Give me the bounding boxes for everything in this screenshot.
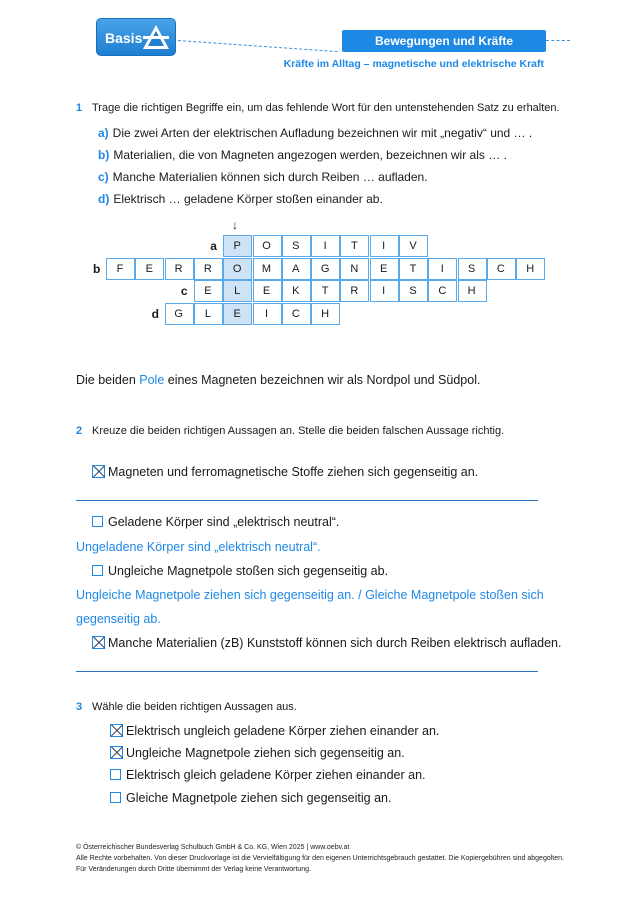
triangle-logo-icon xyxy=(141,22,171,52)
crossword-cell[interactable]: E xyxy=(223,303,252,325)
crossword-cell[interactable]: I xyxy=(428,258,457,280)
crossword-cell[interactable]: S xyxy=(282,235,311,257)
question-3-number: 3 xyxy=(76,701,83,713)
checked-checkbox-icon[interactable] xyxy=(92,636,105,649)
crossword-cell[interactable]: K xyxy=(282,280,311,302)
question-1-item-c: c) Manche Materialien können sich durch Reiben … aufladen. xyxy=(98,170,428,184)
answer-line-1 xyxy=(76,500,538,501)
crossword-cell[interactable]: F xyxy=(106,258,135,280)
solution-column-arrow-icon: ↓ xyxy=(232,218,238,232)
crossword-row-label: b xyxy=(93,261,101,276)
question-3-prompt: Wähle die beiden richtigen Aussagen aus. xyxy=(92,701,297,713)
crossword-cell[interactable]: V xyxy=(399,235,428,257)
crossword-cell[interactable]: H xyxy=(458,280,487,302)
answer-line-2 xyxy=(76,671,538,672)
checked-checkbox-icon[interactable] xyxy=(92,465,105,478)
header-tab-title: Bewegungen und Kräfte xyxy=(342,30,546,52)
crossword-row-label: c xyxy=(180,284,188,299)
footer-line-1: © Österreichischer Bundesverlag Schulbuch GmbH & Co. KG, Wien 2025 | www.oebv.at xyxy=(76,844,350,851)
crossword-cell[interactable]: E xyxy=(194,280,223,302)
crossword-cell[interactable]: T xyxy=(311,280,340,302)
logo-text: Basis xyxy=(105,30,143,46)
correction-3-line-1: Ungleiche Magnetpole ziehen sich gegenseitig an. / Gleiche Magnetpole stoßen sich xyxy=(76,588,544,602)
crossword-cell[interactable]: H xyxy=(516,258,545,280)
checkbox-icon[interactable] xyxy=(92,565,103,576)
statement-1: Magneten und ferromagnetische Stoffe ziehen sich gegenseitig an. xyxy=(92,465,478,479)
statement-3: Ungleiche Magnetpole stoßen sich gegenseitig ab. xyxy=(92,564,388,578)
crossword-cell[interactable]: G xyxy=(311,258,340,280)
correction-2: Ungeladene Körper sind „elektrisch neutral“. xyxy=(76,540,321,554)
crossword-cell[interactable]: L xyxy=(223,280,252,302)
checkbox-icon[interactable] xyxy=(110,792,121,803)
question-1-prompt: Trage die richtigen Begriffe ein, um das fehlende Wort für den untenstehenden Satz zu erhalten. xyxy=(92,102,560,114)
footer-line-2: Alle Rechte vorbehalten. Von dieser Druckvorlage ist die Vervielfältigung für den eigenen Unterrichtsgebrauch gestattet. Die Kopiergebühren sind abgegolten. xyxy=(76,855,564,862)
crossword-cell[interactable]: P xyxy=(223,235,252,257)
statement-2: Geladene Körper sind „elektrisch neutral“. xyxy=(92,515,339,529)
option-2: Ungleiche Magnetpole ziehen sich gegenseitig an. xyxy=(110,746,405,760)
option-4: Gleiche Magnetpole ziehen sich gegenseitig an. xyxy=(110,791,391,805)
footer-line-3: Für Veränderungen durch Dritte übernimmt der Verlag keine Verantwortung. xyxy=(76,866,312,873)
statement-4: Manche Materialien (zB) Kunststoff können sich durch Reiben elektrisch aufladen. xyxy=(92,636,562,650)
crossword-cell[interactable]: O xyxy=(223,258,252,280)
crossword-row-label: d xyxy=(151,306,159,321)
crossword-cell[interactable]: R xyxy=(165,258,194,280)
question-2-prompt: Kreuze die beiden richtigen Aussagen an. Stelle die beiden falschen Aussage richtig. xyxy=(92,425,505,437)
crossword-cell[interactable]: E xyxy=(370,258,399,280)
question-1-number: 1 xyxy=(76,102,83,114)
crossword-cell[interactable]: I xyxy=(370,280,399,302)
crossword-cell[interactable]: I xyxy=(370,235,399,257)
crossword-cell[interactable]: S xyxy=(458,258,487,280)
checked-checkbox-icon[interactable] xyxy=(110,746,123,759)
header-dash-line-right xyxy=(546,40,570,41)
crossword-cell[interactable]: G xyxy=(165,303,194,325)
question-1-item-d: d) Elektrisch … geladene Körper stoßen einander ab. xyxy=(98,192,383,206)
crossword-cell[interactable]: T xyxy=(340,235,369,257)
crossword-cell[interactable]: C xyxy=(487,258,516,280)
crossword-row-label: a xyxy=(210,239,217,253)
crossword-cell[interactable]: L xyxy=(194,303,223,325)
crossword-cell[interactable]: M xyxy=(253,258,282,280)
header-dash-line-left xyxy=(178,40,338,52)
crossword-cell[interactable]: N xyxy=(340,258,369,280)
crossword-cell[interactable]: E xyxy=(253,280,282,302)
solution-sentence: Die beiden Pole eines Magneten bezeichnen wir als Nordpol und Südpol. xyxy=(76,373,481,387)
question-2-number: 2 xyxy=(76,425,83,437)
correction-3-line-2: gegenseitig ab. xyxy=(76,612,161,626)
crossword-cell[interactable]: I xyxy=(253,303,282,325)
crossword-cell[interactable]: R xyxy=(340,280,369,302)
solution-word: Pole xyxy=(139,373,165,387)
checkbox-icon[interactable] xyxy=(92,516,103,527)
crossword-cell[interactable]: C xyxy=(428,280,457,302)
crossword-cell[interactable]: C xyxy=(282,303,311,325)
footer xyxy=(76,842,564,875)
page-subtitle: Kräfte im Alltag – magnetische und elektrische Kraft xyxy=(283,58,544,70)
crossword-cell[interactable]: R xyxy=(194,258,223,280)
crossword-cell[interactable]: S xyxy=(399,280,428,302)
option-1: Elektrisch ungleich geladene Körper ziehen einander an. xyxy=(110,724,439,738)
checked-checkbox-icon[interactable] xyxy=(110,724,123,737)
crossword-cell[interactable]: I xyxy=(311,235,340,257)
basis-logo xyxy=(96,18,176,56)
crossword-cell[interactable]: E xyxy=(135,258,164,280)
question-1-item-b: b) Materialien, die von Magneten angezogen werden, bezeichnen wir als … . xyxy=(98,148,507,162)
crossword-cell[interactable]: T xyxy=(399,258,428,280)
crossword-cell[interactable]: H xyxy=(311,303,340,325)
crossword-cell[interactable]: A xyxy=(282,258,311,280)
checkbox-icon[interactable] xyxy=(110,769,121,780)
question-1-item-a: a) Die zwei Arten der elektrischen Aufladung bezeichnen wir mit „negativ“ und … . xyxy=(98,126,533,140)
crossword-cell[interactable]: O xyxy=(253,235,282,257)
option-3: Elektrisch gleich geladene Körper ziehen einander an. xyxy=(110,768,426,782)
